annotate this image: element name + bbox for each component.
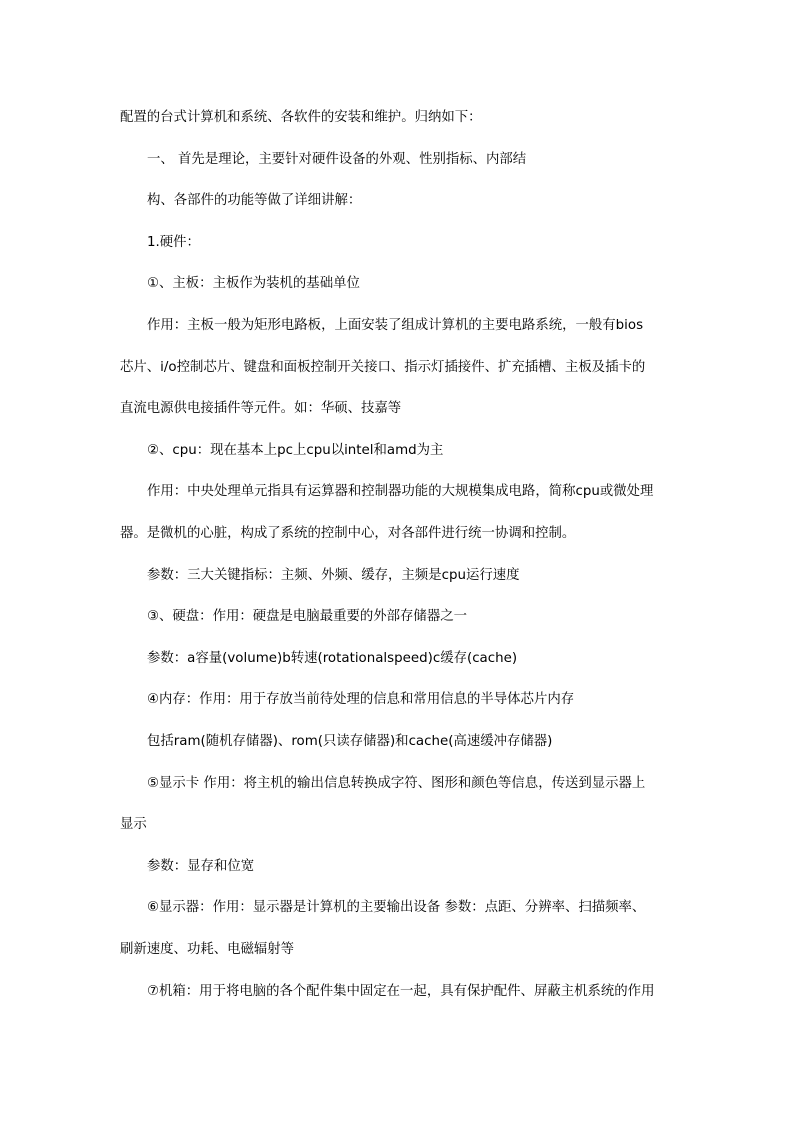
graphics-card-text-cont: 显示 [120,817,147,832]
section-theory-heading: 一、 首先是理论，主要针对硬件设备的外观、性别指标、内部结 [147,152,527,167]
section-theory-heading-cont: 构、各部件的功能等做了详细讲解： [147,193,362,208]
subsection-hardware-heading: 1.硬件： [147,235,200,250]
item-case-heading: ⑦机箱：用于将电脑的各个配件集中固定在一起，具有保护配件、屏蔽主机系统的作用 [147,984,655,999]
item-hard-disk-heading: ③、硬盘：作用：硬盘是电脑最重要的外部存储器之一 [147,609,467,624]
item-cpu-heading: ②、cpu：现在基本上pc上cpu以intel和amd为主 [147,443,444,458]
item-motherboard-heading: ①、主板：主板作为装机的基础单位 [147,276,360,291]
item-graphics-card-heading: ⑤显示卡 作用：将主机的输出信息转换成字符、图形和颜色等信息，传送到显示器上 [147,776,646,791]
motherboard-function-text-cont-2: 直流电源供电接插件等元件。如：华硕、技嘉等 [120,401,402,416]
cpu-function-text-cont: 器。是微机的心脏，构成了系统的控制中心，对各部件进行统一协调和控制。 [120,526,576,541]
monitor-parameters-text-cont: 刷新速度、功耗、电磁辐射等 [120,942,295,957]
cpu-function-text: 作用：中央处理单元指具有运算器和控制器功能的大规模集成电路，简称cpu或微处理 [147,484,654,499]
graphics-card-parameters-text: 参数：显存和位宽 [147,859,255,874]
memory-types-text: 包括ram(随机存储器)、rom(只读存储器)和cache(高速缓冲存储器) [147,734,553,749]
motherboard-function-text: 作用：主板一般为矩形电路板，上面安装了组成计算机的主要电路系统，一般有bios [147,318,644,333]
item-monitor-heading: ⑥显示器：作用：显示器是计算机的主要输出设备 参数：点距、分辨率、扫描频率、 [147,900,646,915]
item-memory-heading: ④内存：作用：用于存放当前待处理的信息和常用信息的半导体芯片内存 [147,692,575,707]
cpu-parameters-text: 参数：三大关键指标：主频、外频、缓存，主频是cpu运行速度 [147,568,520,583]
paragraph-summary-intro: 配置的台式计算机和系统、各软件的安装和维护。归纳如下： [120,110,482,125]
hard-disk-parameters-text: 参数：a容量(volume)b转速(rotationalspeed)c缓存(cache) [147,651,518,666]
motherboard-function-text-cont-1: 芯片、i/o控制芯片、键盘和面板控制开关接口、指示灯插接件、扩充插槽、主板及插卡的 [120,360,646,375]
